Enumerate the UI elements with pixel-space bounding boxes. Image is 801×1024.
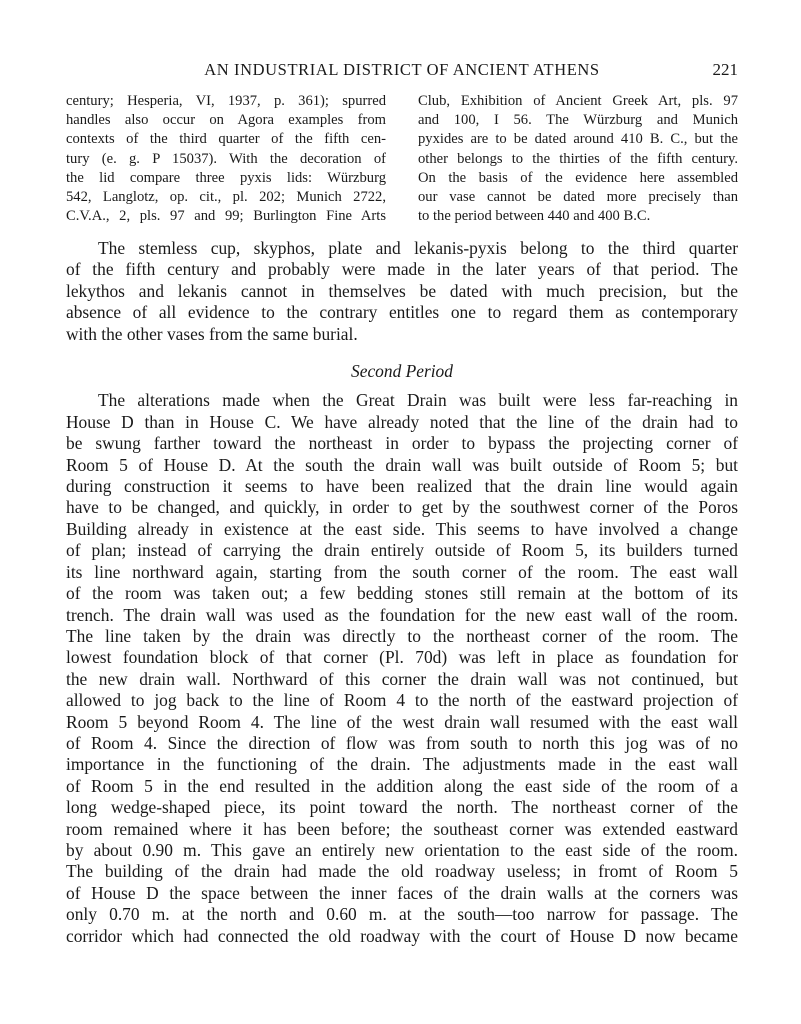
text-line: be swung farther toward the northeast in order to bypass the projecting corner of	[66, 433, 738, 454]
footnotes	[66, 92, 738, 226]
text-line: the new drain wall. Northward of this corner the drain wall was not continued, but	[66, 668, 738, 689]
text-line: by about 0.90 m. This gave an entirely new orientation to the east side of the room.	[66, 839, 738, 860]
footnote-column-right	[418, 92, 738, 226]
footnote-line: our vase cannot be dated more precisely than	[418, 189, 738, 206]
text-line: long wedge-shaped piece, its point toward the north. The northeast corner of the	[66, 797, 738, 818]
text-line: House D than in House C. We have already noted that the line of the drain had to	[66, 411, 738, 432]
text-line: importance in the functioning of the drain. The adjustments made in the east wall	[66, 754, 738, 775]
text-line: of the room was taken out; a few bedding stones still remain at the bottom of its	[66, 583, 738, 604]
footnote-column-left	[66, 92, 386, 226]
text-line: have to be changed, and quickly, in order to get by the southwest corner of the Poros	[66, 497, 738, 518]
text-line: The line taken by the drain was directly to the northeast corner of the room. The	[66, 625, 738, 646]
text-line: during construction it seems to have been realized that the drain line would again	[66, 476, 738, 497]
text-line: trench. The drain wall was used as the foundation for the new east wall of the room.	[66, 604, 738, 625]
text-line: Room 5 beyond Room 4. The line of the west drain wall resumed with the east wall	[66, 711, 738, 732]
text-line: lekythos and lekanis cannot in themselves be dated with much precision, but the	[66, 280, 738, 301]
text-line: with the other vases from the same burial.	[66, 323, 358, 344]
footnote-line: century; Hesperia, VI, 1937, p. 361); spurred	[66, 93, 386, 109]
text-line: of plan; instead of carrying the drain entirely outside of Room 5, its builders turned	[66, 540, 738, 561]
section-heading: Second Period	[351, 361, 453, 382]
paragraph-2	[66, 390, 738, 947]
text-line: of House D the space between the inner faces of the drain walls at the corners was	[66, 882, 738, 903]
footnote-line: Club, Exhibition of Ancient Greek Art, pls. 97	[418, 93, 738, 109]
text-line: The stemless cup, skyphos, plate and lekanis-pyxis belong to the third quarter	[98, 238, 738, 258]
footnote-line: On the basis of the evidence here assembled	[418, 169, 738, 186]
footnote-line: and 100, I 56. The Würzburg and Munich	[418, 112, 738, 129]
text-line: The building of the drain had made the old roadway useless; in fromt of Room 5	[66, 861, 738, 882]
text-line: absence of all evidence to the contrary entitles one to regard them as contemporary	[66, 302, 738, 323]
text-line: of the fifth century and probably were made in the later years of that period. The	[66, 259, 738, 280]
footnote-line: tury (e. g. P 15037). With the decoration of	[66, 150, 386, 167]
footnote-line: other belongs to the thirties of the fifth century.	[418, 150, 738, 167]
text-line: room remained where it has been before; the southeast corner was extended eastward	[66, 818, 738, 839]
text-line: of Room 5 in the end resulted in the addition along the east side of the room of a	[66, 775, 738, 796]
text-line: allowed to jog back to the line of Room 4 to the north of the eastward projection of	[66, 690, 738, 711]
footnote-line: C.V.A., 2, pls. 97 and 99; Burlington Fine Arts	[66, 208, 386, 225]
footnote-line: handles also occur on Agora examples from	[66, 112, 386, 129]
footnote-line: contexts of the third quarter of the fifth cen-	[66, 131, 386, 148]
text-line: The alterations made when the Great Drain was built were less far-reaching in	[98, 390, 738, 411]
text-line: Room 5 of House D. At the south the drain wall was built outside of Room 5; but	[66, 454, 738, 475]
text-line: its line northward again, starting from the south corner of the room. The east wall	[66, 561, 738, 582]
text-line: of Room 4. Since the direction of flow was from south to north this jog was of no	[66, 732, 738, 753]
footnote-line: 542, Langlotz, op. cit., pl. 202; Munich 2722,	[66, 189, 386, 206]
running-title: AN INDUSTRIAL DISTRICT OF ANCIENT ATHENS	[204, 60, 600, 79]
text-line: Building already in existence at the east side. This seems to have involved a change	[66, 518, 738, 539]
page-number: 221	[712, 60, 738, 79]
text-line: only 0.70 m. at the north and 0.60 m. at the south—too narrow for passage. The	[66, 904, 738, 925]
body-text	[66, 238, 738, 947]
footnote-line: to the period between 440 and 400 B.C.	[418, 208, 651, 225]
text-line: corridor which had connected the old roadway with the court of House D now became	[66, 925, 738, 946]
paragraph-1	[66, 238, 738, 345]
footnote-line: the lid compare three pyxis lids: Würzburg	[66, 169, 386, 186]
text-line: lowest foundation block of that corner (Pl. 70d) was left in place as foundation for	[66, 647, 738, 668]
footnote-line: pyxides are to be dated around 410 B. C., but the	[418, 131, 738, 148]
page-header	[66, 58, 738, 84]
